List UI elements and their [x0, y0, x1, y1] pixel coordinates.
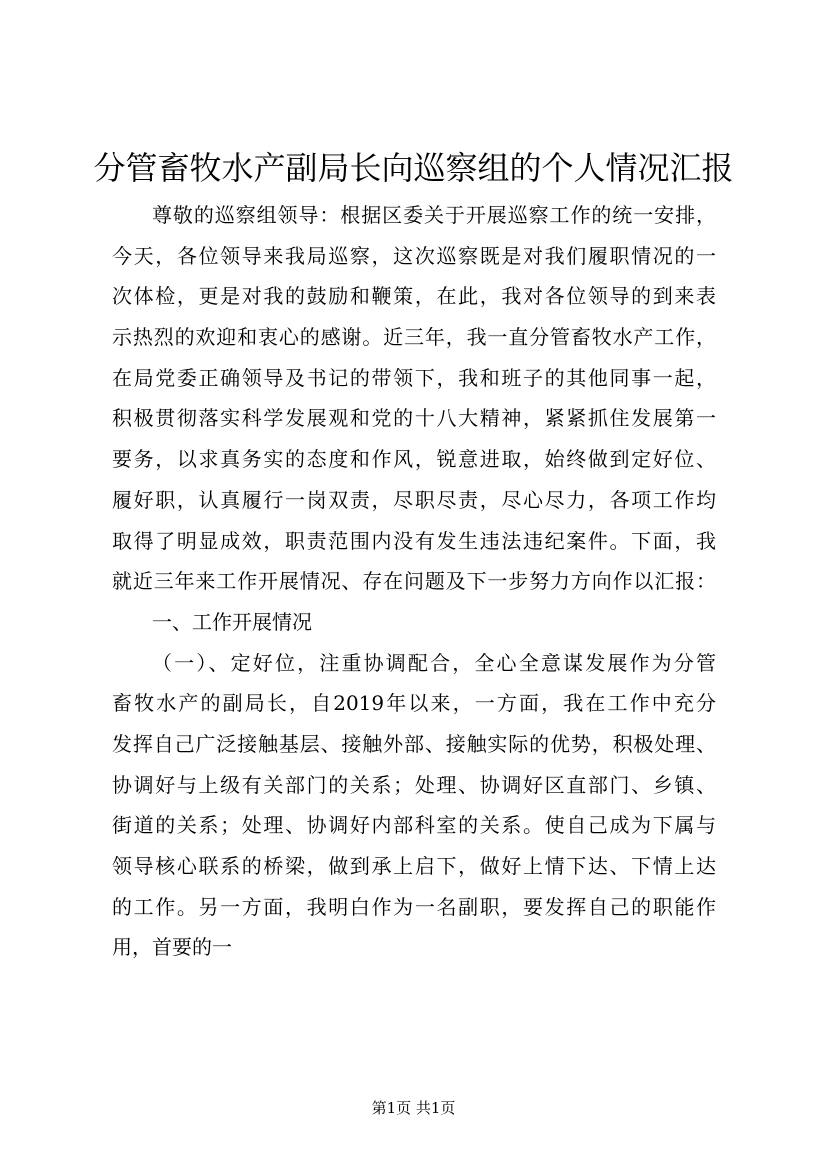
body-line: 尊敬的巡察组领导：根据区委关于开展巡察工作的统一安排， [152, 203, 716, 227]
body-line: 畜牧水产的副局长，自2019年以来，一方面，我在工作中充分 [112, 691, 716, 716]
body-line: 在局党委正确领导及书记的带领下，我和班子的其他同事一起， [112, 365, 716, 390]
page-footer: 第1页 共1页 [371, 1099, 456, 1117]
body-line: 就近三年来工作开展情况、存在问题及下一步努力方向作以汇报： [112, 569, 716, 594]
document-body [112, 195, 716, 968]
body-line: 领导核心联系的桥梁，做到承上启下，做好上情下达、下情上达 [112, 854, 716, 878]
body-line: 街道的关系；处理、协调好内部科室的关系。使自己成为下属与 [112, 813, 716, 838]
body-line: 履好职，认真履行一岗双责，尽职尽责，尽心尽力，各项工作均 [112, 487, 716, 512]
body-line: 要务，以求真务实的态度和作风，锐意进取，始终做到定好位、 [112, 447, 716, 472]
body-line: 用，首要的一 [112, 935, 232, 960]
body-line: 积极贯彻落实科学发展观和党的十八大精神，紧紧抓住发展第一 [112, 406, 716, 431]
body-line: 示热烈的欢迎和衷心的感谢。近三年，我一直分管畜牧水产工作， [112, 325, 716, 350]
body-line: 次体检，更是对我的鼓励和鞭策，在此，我对各位领导的到来表 [112, 284, 716, 309]
section-heading: 一、工作开展情况 [152, 609, 312, 634]
body-line: 发挥自己广泛接触基层、接触外部、接触实际的优势，积极处理、 [112, 731, 716, 756]
document-title: 分管畜牧水产副局长向巡察组的个人情况汇报 [93, 149, 734, 187]
body-line: 协调好与上级有关部门的关系；处理、协调好区直部门、乡镇、 [112, 772, 716, 797]
body-line: 今天，各位领导来我局巡察，这次巡察既是对我们履职情况的一 [112, 243, 716, 268]
body-line: 取得了明显成效，职责范围内没有发生违法违纪案件。下面，我 [112, 528, 716, 553]
body-line: （一）、定好位，注重协调配合，全心全意谋发展作为分管 [152, 650, 716, 675]
body-line: 的工作。另一方面，我明白作为一名副职，要发挥自己的职能作 [112, 894, 716, 919]
